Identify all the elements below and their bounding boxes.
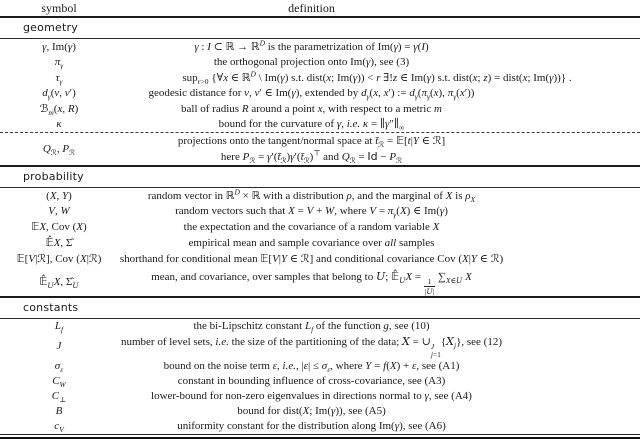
definition-cell (118, 117, 640, 132)
table-row (0, 419, 640, 434)
table-row (0, 389, 640, 404)
symbol-cell: ℬ$_m$(x, R) (39, 102, 79, 118)
header-definition: definition (288, 0, 335, 15)
definition-line: bound for the curvature of γ, i.e. $\kappa = \parallel\gamma''\parallel_\infty$ (218, 118, 405, 133)
definition-line: γ : I ⊂ ℝ → ℝ$^D$ is the parametrization of Im(γ) = γ(I) (194, 38, 429, 53)
definition-cell (118, 389, 640, 404)
definition-line: geodesic distance for v, v′ ∈ Im(γ), extended by $d_\gamma(x$, x′) := $d_\gamma(\pi_\gamma(x)$, $\pi_\gamma(x')$) (148, 87, 475, 102)
definition-line: here $P_ℛ$ = $\gamma'(t̄_ℛ)\gamma'(t̄_ℛ)^⊤$ and $Q_ℛ = Id - P_ℛ$ (220, 148, 403, 166)
definition-cell (118, 404, 640, 419)
table-row (0, 101, 640, 117)
section-title: geometry (23, 21, 78, 34)
symbol-cell: J (56, 340, 62, 353)
definition-line: the orthogonal projection onto Im(γ), see (3) (213, 56, 410, 68)
table-row (0, 117, 640, 132)
table-row (0, 267, 640, 296)
symbol-cell: 𝔼[V|ℛ], Cov (X|ℛ) (16, 252, 102, 265)
section-probability (0, 167, 640, 298)
definition-line: lower-bound for non-zero eigenvalues in directions normal to γ, see (A4) (151, 390, 472, 403)
definition-line: projections onto the tangent/normal space at $t̄_ℛ$ = 𝔼[t|Y ∈ ℛ] (177, 134, 446, 150)
section-title: probability (23, 170, 84, 183)
definition-line: uniformity constant for the distribution along Im(γ), see (A6) (177, 420, 446, 433)
definition-cell (118, 220, 640, 235)
definition-line: the bi-Lipschitz constant $L_f$ of the function g, see (10) (193, 320, 430, 335)
section-title: constants (23, 301, 79, 315)
symbol-cell: γ, Im(γ) (42, 40, 76, 53)
symbol-cell: $L_f$ (54, 320, 64, 335)
table-row (0, 86, 640, 101)
table-row (0, 55, 640, 70)
symbol-cell: κ (56, 118, 62, 130)
symbol-cell: $\sigma_\varepsilon$ (54, 360, 64, 375)
table-row (0, 404, 640, 419)
definition-cell (118, 319, 640, 334)
table-row (0, 70, 640, 86)
table-row (0, 188, 640, 204)
table-row (0, 39, 640, 55)
bottom-rule (0, 434, 640, 439)
symbol-cell: $C_\perp$ (51, 390, 67, 405)
definition-cell (118, 419, 640, 434)
definition-cell (118, 86, 640, 101)
table-row (0, 235, 640, 251)
definition-cell (118, 359, 640, 374)
table-row (0, 251, 640, 267)
definition-line: number of level sets, i.e. the size of the partitioning of the data; X = ∪ J j=1 $\{X_j\}$, see (12) (120, 335, 503, 360)
table-row (0, 133, 640, 165)
symbol-cell: $Q_ℛ$, $P_ℛ$ (42, 142, 76, 157)
definition-cell (118, 55, 640, 70)
definition-cell (118, 39, 640, 55)
table-sections (0, 18, 640, 434)
definition-cell (118, 374, 640, 389)
definition-line: empirical mean and sample covariance over all samples (188, 236, 435, 249)
definition-cell (118, 204, 640, 219)
definition-line: random vectors such that X = V + W, where $V = \pi_\gamma(X)$ ∈ Im(γ) (175, 205, 448, 220)
definition-cell (118, 133, 640, 165)
definition-line: constant in bounding influence of cross-covariance, see (A3) (177, 375, 446, 388)
definition-cell (118, 334, 640, 359)
symbol-cell: B (55, 405, 63, 418)
definition-cell (118, 188, 640, 204)
symbol-cell: $C_W$ (52, 375, 66, 390)
header-symbol: symbol (41, 0, 77, 15)
symbol-cell: 𝔼̂X, Σ̂ (45, 236, 73, 249)
symbol-cell: $d_\gamma(v$, v′) (42, 87, 76, 102)
table-row (0, 359, 640, 374)
definition-cell (118, 267, 640, 296)
table-row (0, 219, 640, 235)
definition-cell (118, 102, 640, 117)
symbol-cell: $𝔼̂_UX$, $\Sigmâ_U$ (39, 274, 79, 290)
definition-cell (118, 236, 640, 251)
symbol-cell: 𝔼X, Cov (X) (31, 220, 87, 233)
definition-line: the expectation and the covariance of a random variable X (183, 220, 440, 233)
definition-line: mean, and covariance, over samples that belong to U; $𝔼̂_UX$ = $\frac{1}{|U|}$ $\sum_{X\in U}$ X (151, 270, 472, 297)
table-header-row (0, 0, 640, 16)
section-geometry (0, 18, 640, 167)
symbol-cell: $\tau_\gamma$ (55, 71, 63, 86)
symbol-cell: $\pi_\gamma$ (54, 56, 64, 71)
definition-line: shorthand for conditional mean 𝔼[V|Y ∈ ℛ] and conditional covariance Cov (X|Y ∈ ℛ) (119, 252, 504, 265)
definition-line: bound for dist(X; Im(γ)), see (A5) (237, 405, 386, 418)
definition-cell (118, 251, 640, 267)
definition-line: sup$_{r>0}$ {∀x ∈ ℝ$^D$ \ Im(γ) s.t. dist(x; Im(γ)) < r ∃!z ∈ Im(γ) s.t. dist(x; z) = dist(x; Im(γ))} . (182, 69, 572, 87)
table-row (0, 204, 640, 219)
definition-line: random vector in ℝ$^D$ × ℝ with a distribution ρ, and the marginal of X is $\rho_X$ (147, 187, 476, 205)
symbol-cell: (X, Y) (46, 189, 72, 202)
table-row (0, 374, 640, 389)
table-row (0, 319, 640, 334)
definition-line: bound on the noise term ε, i.e., $|\varepsilon| \le \sigma_\varepsilon$, where Y = f(X) + ε, see (A1) (163, 360, 460, 375)
definition-line: ball of radius R around a point x, with respect to a metric m (181, 102, 442, 115)
section-constants (0, 298, 640, 434)
table-row (0, 334, 640, 359)
symbol-cell: V, W (48, 205, 70, 217)
symbol-cell: $c_V$ (54, 420, 64, 435)
definition-cell (118, 70, 640, 86)
